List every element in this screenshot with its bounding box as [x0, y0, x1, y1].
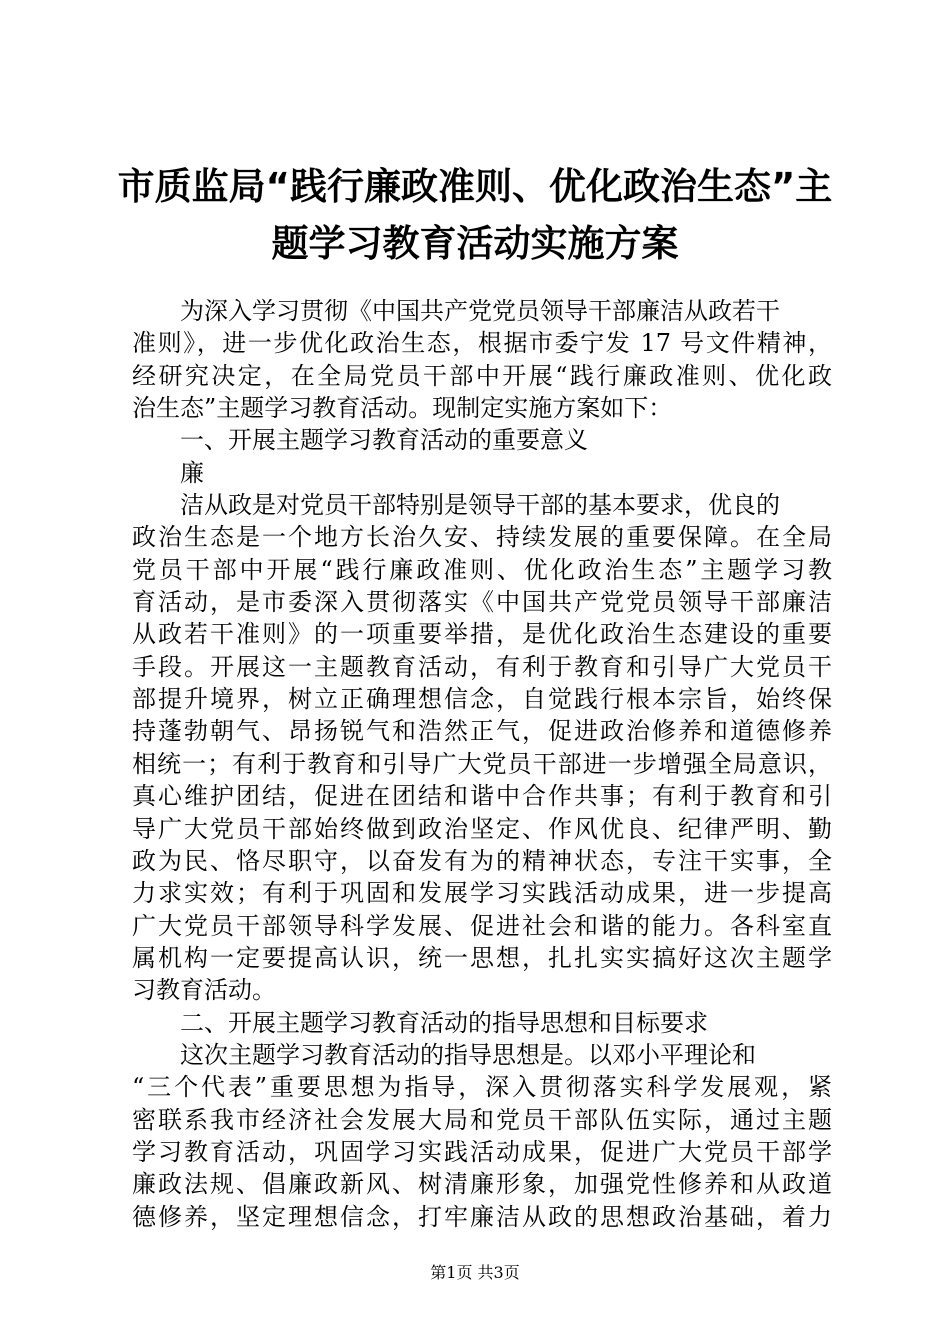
body-text-line: 习教育活动。 — [132, 976, 276, 1005]
body-text-line: 廉 — [180, 458, 204, 487]
body-text-line: 廉政法规、倡廉政新风、树清廉形象，加强党性修养和从政道 — [132, 1170, 832, 1199]
body-text-line: 这次主题学习教育活动的指导思想是。以邓小平理论和 — [180, 1040, 756, 1069]
body-text-line: 治生态”主题学习教育活动。现制定实施方案如下： — [132, 394, 673, 423]
body-text-line: 密联系我市经济社会发展大局和党员干部队伍实际，通过主题 — [132, 1105, 832, 1134]
body-text-line: 育活动，是市委深入贯彻落实《中国共产党党员领导干部廉洁 — [132, 588, 832, 617]
body-text-line: 部提升境界，树立正确理想信念，自觉践行根本宗旨，始终保 — [132, 685, 832, 714]
body-text-line: 一、开展主题学习教育活动的重要意义 — [180, 426, 588, 455]
body-text-line: 德修养，坚定理想信念，打牢廉洁从政的思想政治基础，着力 — [132, 1202, 832, 1231]
body-text-line: 政为民、恪尽职守，以奋发有为的精神状态，专注干实事，全 — [132, 846, 832, 875]
body-text-line: 学习教育活动，巩固学习实践活动成果，促进广大党员干部学 — [132, 1137, 832, 1166]
body-text-line: 准则》，进一步优化政治生态，根据市委宁发 17 号文件精神， — [132, 329, 832, 358]
body-text-line: 政治生态是一个地方长治久安、持续发展的重要保障。在全局 — [132, 523, 832, 552]
body-text-line: 力求实效；有利于巩固和发展学习实践活动成果，进一步提高 — [132, 879, 832, 908]
document-body — [132, 295, 832, 1233]
document-title-line-1: 市质监局“践行廉政准则、优化政治生态”主 — [117, 165, 833, 208]
body-text-line: “三个代表”重要思想为指导，深入贯彻落实科学发展观，紧 — [132, 1073, 832, 1102]
body-text-line: 手段。开展这一主题教育活动，有利于教育和引导广大党员干 — [132, 652, 832, 681]
body-text-line: 党员干部中开展“践行廉政准则、优化政治生态”主题学习教 — [132, 555, 832, 584]
body-text-line: 经研究决定，在全局党员干部中开展“践行廉政准则、优化政 — [132, 361, 832, 390]
body-text-line: 洁从政是对党员干部特别是领导干部的基本要求，优良的 — [180, 491, 780, 520]
body-text-line: 为深入学习贯彻《中国共产党党员领导干部廉洁从政若干 — [180, 297, 780, 325]
body-text-line: 真心维护团结，促进在团结和谐中合作共事；有利于教育和引 — [132, 782, 832, 811]
body-text-line: 属机构一定要提高认识，统一思想，扎扎实实搞好这次主题学 — [132, 943, 832, 972]
body-text-line: 持蓬勃朝气、昂扬锐气和浩然正气，促进政治修养和道德修养 — [132, 717, 832, 746]
body-text-line: 相统一；有利于教育和引导广大党员干部进一步增强全局意识， — [132, 749, 832, 778]
body-text-line: 广大党员干部领导科学发展、促进社会和谐的能力。各科室直 — [132, 911, 832, 940]
body-text-line: 从政若干准则》的一项重要举措，是优化政治生态建设的重要 — [132, 620, 832, 649]
body-text-line: 导广大党员干部始终做到政治坚定、作风优良、纪律严明、勤 — [132, 814, 832, 843]
page-footer: 第1页 共3页 — [430, 1263, 520, 1282]
document-title-line-2: 题学习教育活动实施方案 — [271, 222, 679, 265]
body-text-line: 二、开展主题学习教育活动的指导思想和目标要求 — [180, 1008, 708, 1037]
